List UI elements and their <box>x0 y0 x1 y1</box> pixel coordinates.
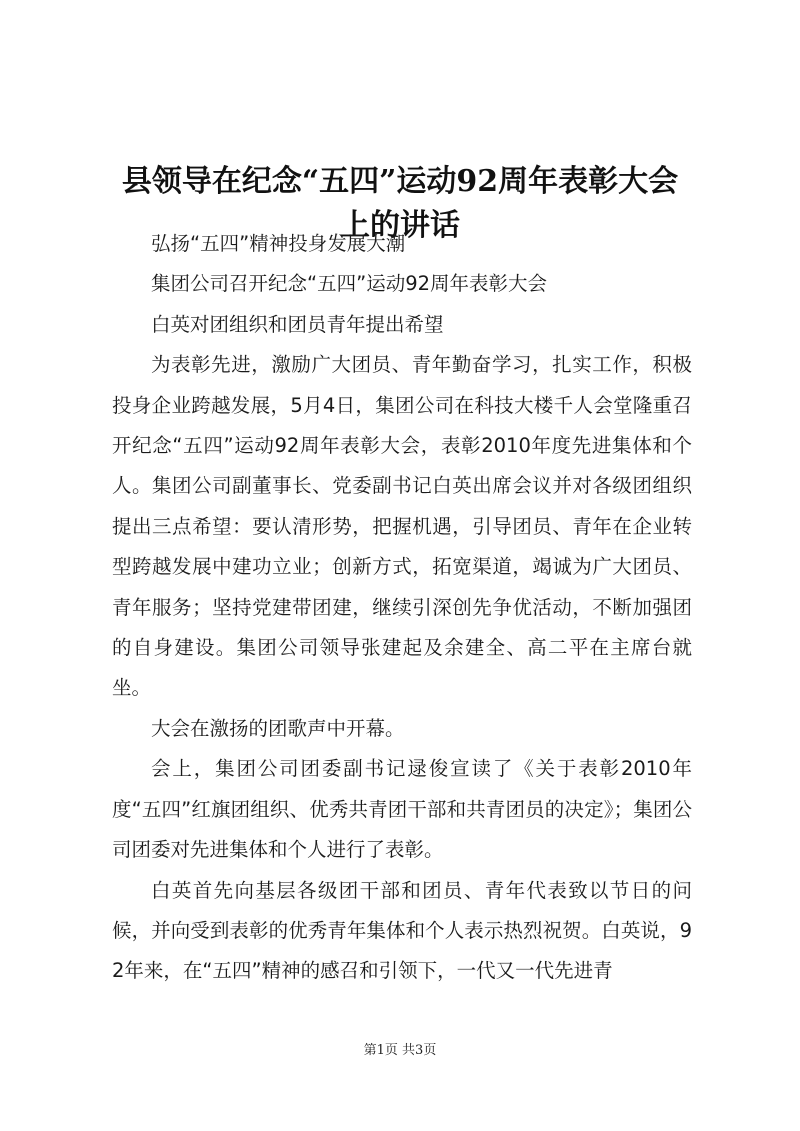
paragraph-4: 白英首先向基层各级团干部和团员、青年代表致以节日的问候，并向受到表彰的优秀青年集体和个人表示热烈祝贺。白英说，92年来，在“五四”精神的感召和引领下，一代又一代先进青 <box>112 878 692 983</box>
document-body <box>112 224 692 992</box>
subheading-1: 弘扬“五四”精神投身发展大潮 <box>151 232 406 255</box>
paragraph-3: 会上，集团公司团委副书记逯俊宣读了《关于表彰2010年度“五四”红旗团组织、优秀共青团干部和共青团员的决定》；集团公司团委对先进集体和个人进行了表彰。 <box>112 757 692 862</box>
title-line-1: 县领导在纪念“五四”运动92周年表彰大会 <box>121 164 679 200</box>
page-number-footer: 第1页 共3页 <box>363 1043 437 1058</box>
paragraph-2: 大会在激扬的团歌声中开幕。 <box>151 716 405 740</box>
title-line-2: 上的讲话 <box>340 208 460 244</box>
paragraph-1: 为表彰先进，激励广大团员、青年勤奋学习，扎实工作，积极投身企业跨越发展，5月4日，集团公司在科技大楼千人会堂隆重召开纪念“五四”运动92周年表彰大会，表彰2010年度先进集体和个人。集团公司副董事长、党委副书记白英出席会议并对各级团组织提出三点希望：要认清形势，把握机遇，引导团员、青年在企业转型跨越发展中建功立业；创新方式，拓宽渠道，竭诚为广大团员、青年服务；坚持党建带团建，继续引深创先争优活动，不断加强团的自身建设。集团公司领导张建起及余建全、高二平在主席台就坐。 <box>112 353 692 700</box>
subheading-3: 白英对团组织和团员青年提出希望 <box>151 312 444 336</box>
subheading-2: 集团公司召开纪念“五四”运动92周年表彰大会 <box>151 272 548 296</box>
